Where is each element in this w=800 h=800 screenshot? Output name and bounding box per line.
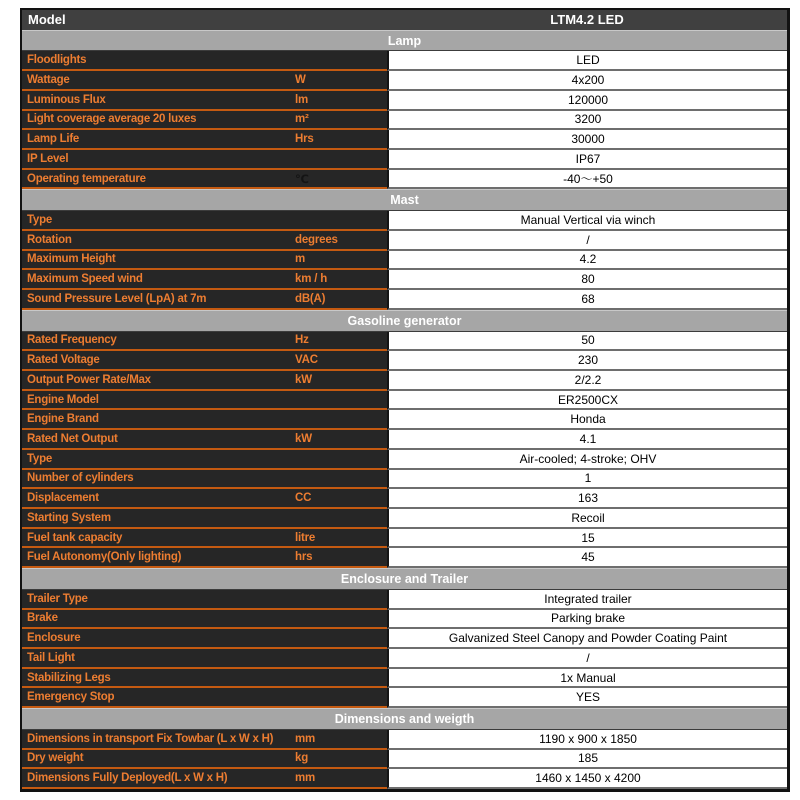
spec-value: Recoil bbox=[387, 509, 787, 529]
spec-label: Floodlights bbox=[22, 51, 295, 71]
spec-label: Trailer Type bbox=[22, 590, 295, 610]
spec-value: 15 bbox=[387, 529, 787, 549]
spec-unit: km / h bbox=[295, 270, 387, 290]
spec-label: Fuel Autonomy(Only lighting) bbox=[22, 548, 295, 568]
spec-row-brake bbox=[22, 610, 787, 630]
spec-unit bbox=[295, 470, 387, 490]
spec-row-output-power-rate-max bbox=[22, 371, 787, 391]
spec-value: LED bbox=[387, 51, 787, 71]
spec-row-operating-temperature bbox=[22, 170, 787, 190]
spec-unit bbox=[295, 211, 387, 231]
spec-label: Rotation bbox=[22, 231, 295, 251]
spec-row-maximum-speed-wind bbox=[22, 270, 787, 290]
spec-unit: ℃ bbox=[295, 170, 387, 190]
spec-unit bbox=[295, 629, 387, 649]
spec-unit: kW bbox=[295, 430, 387, 450]
model-header-value: LTM4.2 LED bbox=[550, 12, 624, 28]
spec-value: 3200 bbox=[387, 111, 787, 131]
section-header-lamp: Lamp bbox=[22, 30, 787, 52]
spec-row-rated-frequency bbox=[22, 332, 787, 352]
spec-label: Luminous Flux bbox=[22, 91, 295, 111]
section-header-dimensions-and-weigth: Dimensions and weigth bbox=[22, 708, 787, 730]
spec-label: Starting System bbox=[22, 509, 295, 529]
spec-label: Dimensions Fully Deployed(L x W x H) bbox=[22, 769, 295, 789]
spec-label: Engine Brand bbox=[22, 410, 295, 430]
spec-value: 163 bbox=[387, 489, 787, 509]
spec-unit: m² bbox=[295, 111, 387, 131]
spec-unit: m bbox=[295, 251, 387, 271]
spec-value: ER2500CX bbox=[387, 391, 787, 411]
spec-value: 230 bbox=[387, 351, 787, 371]
section-header-gasoline-generator: Gasoline generator bbox=[22, 310, 787, 332]
spec-label: Type bbox=[22, 211, 295, 231]
spec-row-dry-weight bbox=[22, 750, 787, 770]
spec-row-displacement bbox=[22, 489, 787, 509]
spec-label: Tail Light bbox=[22, 649, 295, 669]
spec-unit: kg bbox=[295, 750, 387, 770]
spec-row-rotation bbox=[22, 231, 787, 251]
spec-value: -40～+50 bbox=[387, 170, 787, 190]
spec-value: 185 bbox=[387, 750, 787, 770]
spec-unit: lm bbox=[295, 91, 387, 111]
spec-value: 1x Manual bbox=[387, 669, 787, 689]
spec-row-floodlights bbox=[22, 51, 787, 71]
spec-unit: Hz bbox=[295, 332, 387, 352]
spec-label: Dry weight bbox=[22, 750, 295, 770]
spec-row-engine-model bbox=[22, 391, 787, 411]
spec-unit bbox=[295, 649, 387, 669]
spec-value: / bbox=[387, 231, 787, 251]
spec-label: Number of cylinders bbox=[22, 470, 295, 490]
spec-row-maximum-height bbox=[22, 251, 787, 271]
spec-value: 50 bbox=[387, 332, 787, 352]
spec-unit: hrs bbox=[295, 548, 387, 568]
spec-label: Lamp Life bbox=[22, 130, 295, 150]
spec-value: 1460 x 1450 x 4200 bbox=[387, 769, 787, 789]
spec-value: 120000 bbox=[387, 91, 787, 111]
spec-row-trailer-type bbox=[22, 590, 787, 610]
spec-row-lamp-life bbox=[22, 130, 787, 150]
spec-label: Brake bbox=[22, 610, 295, 630]
spec-unit: litre bbox=[295, 529, 387, 549]
spec-value: 1 bbox=[387, 470, 787, 490]
spec-unit: Hrs bbox=[295, 130, 387, 150]
spec-row-ip-level bbox=[22, 150, 787, 170]
spec-value: YES bbox=[387, 688, 787, 708]
spec-label: Displacement bbox=[22, 489, 295, 509]
spec-row-rated-voltage bbox=[22, 351, 787, 371]
spec-row-stabilizing-legs bbox=[22, 669, 787, 689]
spec-unit bbox=[295, 391, 387, 411]
spec-unit: CC bbox=[295, 489, 387, 509]
spec-value: Integrated trailer bbox=[387, 590, 787, 610]
spec-value: 45 bbox=[387, 548, 787, 568]
spec-unit bbox=[295, 450, 387, 470]
model-header-row bbox=[22, 10, 787, 30]
section-header-enclosure-and-trailer: Enclosure and Trailer bbox=[22, 568, 787, 590]
spec-label: Sound Pressure Level (LpA) at 7m bbox=[22, 290, 295, 310]
spec-unit: VAC bbox=[295, 351, 387, 371]
spec-unit: mm bbox=[295, 769, 387, 789]
spec-row-wattage bbox=[22, 71, 787, 91]
spec-unit bbox=[295, 669, 387, 689]
spec-unit: mm bbox=[295, 730, 387, 750]
spec-label: IP Level bbox=[22, 150, 295, 170]
section-header-mast: Mast bbox=[22, 189, 787, 211]
spec-row-dimensions-fully-deployed-l-x-w-x-h bbox=[22, 769, 787, 789]
spec-label: Type bbox=[22, 450, 295, 470]
spec-label: Output Power Rate/Max bbox=[22, 371, 295, 391]
spec-unit bbox=[295, 610, 387, 630]
spec-label: Light coverage average 20 luxes bbox=[22, 111, 295, 131]
spec-label: Stabilizing Legs bbox=[22, 669, 295, 689]
spec-label: Rated Frequency bbox=[22, 332, 295, 352]
spec-row-emergency-stop bbox=[22, 688, 787, 708]
spec-unit bbox=[295, 688, 387, 708]
spec-row-type bbox=[22, 211, 787, 231]
spec-unit: dB(A) bbox=[295, 290, 387, 310]
spec-unit bbox=[295, 509, 387, 529]
spec-table bbox=[20, 8, 790, 792]
spec-row-number-of-cylinders bbox=[22, 470, 787, 490]
spec-label: Maximum Speed wind bbox=[22, 270, 295, 290]
spec-value: 4x200 bbox=[387, 71, 787, 91]
spec-value: 2/2.2 bbox=[387, 371, 787, 391]
spec-row-fuel-autonomy-only-lighting bbox=[22, 548, 787, 568]
spec-unit: kW bbox=[295, 371, 387, 391]
spec-unit: degrees bbox=[295, 231, 387, 251]
spec-label: Operating temperature bbox=[22, 170, 295, 190]
spec-label: Dimensions in transport Fix Towbar (L x W x H) bbox=[22, 730, 295, 750]
spec-row-sound-pressure-level-lpa-at-7m bbox=[22, 290, 787, 310]
spec-value: 68 bbox=[387, 290, 787, 310]
spec-value: / bbox=[387, 649, 787, 669]
spec-row-light-coverage-average-20-luxes bbox=[22, 111, 787, 131]
spec-row-dimensions-in-transport-fix-towbar-l-x-w-x-h bbox=[22, 730, 787, 750]
spec-label: Rated Voltage bbox=[22, 351, 295, 371]
spec-label: Emergency Stop bbox=[22, 688, 295, 708]
spec-value: 4.1 bbox=[387, 430, 787, 450]
spec-label: Wattage bbox=[22, 71, 295, 91]
spec-label: Maximum Height bbox=[22, 251, 295, 271]
spec-unit bbox=[295, 51, 387, 71]
spec-row-engine-brand bbox=[22, 410, 787, 430]
spec-value: Air-cooled; 4-stroke; OHV bbox=[387, 450, 787, 470]
spec-label: Engine Model bbox=[22, 391, 295, 411]
spec-row-fuel-tank-capacity bbox=[22, 529, 787, 549]
model-header-label: Model bbox=[28, 12, 66, 28]
spec-row-tail-light bbox=[22, 649, 787, 669]
spec-label: Enclosure bbox=[22, 629, 295, 649]
spec-label: Fuel tank capacity bbox=[22, 529, 295, 549]
spec-row-starting-system bbox=[22, 509, 787, 529]
spec-label: Rated Net Output bbox=[22, 430, 295, 450]
spec-value: 1190 x 900 x 1850 bbox=[387, 730, 787, 750]
spec-value: 80 bbox=[387, 270, 787, 290]
spec-value: Honda bbox=[387, 410, 787, 430]
spec-row-enclosure bbox=[22, 629, 787, 649]
spec-value: Manual Vertical via winch bbox=[387, 211, 787, 231]
spec-value: 30000 bbox=[387, 130, 787, 150]
spec-unit: W bbox=[295, 71, 387, 91]
spec-value: 4.2 bbox=[387, 251, 787, 271]
spec-value: Galvanized Steel Canopy and Powder Coating Paint bbox=[387, 629, 787, 649]
spec-value: IP67 bbox=[387, 150, 787, 170]
spec-row-type bbox=[22, 450, 787, 470]
spec-unit bbox=[295, 590, 387, 610]
spec-unit bbox=[295, 150, 387, 170]
spec-row-rated-net-output bbox=[22, 430, 787, 450]
spec-row-luminous-flux bbox=[22, 91, 787, 111]
spec-value: Parking brake bbox=[387, 610, 787, 630]
spec-unit bbox=[295, 410, 387, 430]
